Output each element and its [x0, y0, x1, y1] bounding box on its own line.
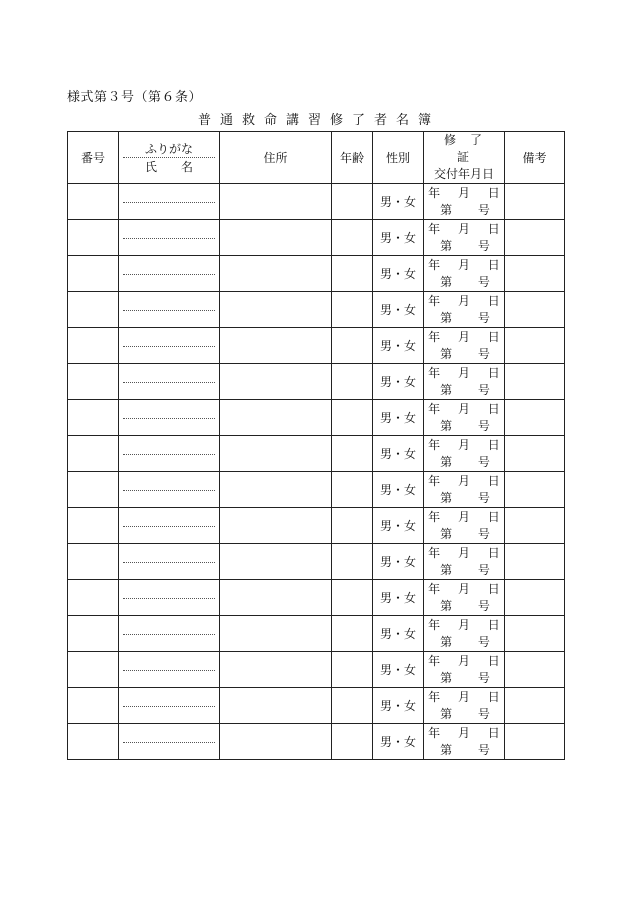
name-cell[interactable] — [119, 544, 220, 580]
age-cell[interactable] — [332, 616, 373, 652]
number-cell[interactable] — [68, 292, 119, 328]
address-cell[interactable] — [220, 616, 332, 652]
certificate-cell[interactable] — [424, 220, 505, 256]
furigana-dotted-line — [123, 238, 215, 239]
remarks-cell[interactable] — [505, 328, 565, 364]
name-cell[interactable] — [119, 256, 220, 292]
certificate-cell[interactable] — [424, 256, 505, 292]
cert-date-label: 年 月 日 — [428, 437, 500, 452]
age-cell[interactable] — [332, 472, 373, 508]
sex-choice: 男・女 — [379, 339, 416, 353]
header-sex: 性別 — [373, 132, 424, 184]
number-cell[interactable] — [68, 328, 119, 364]
table-row — [68, 724, 565, 760]
age-cell[interactable] — [332, 688, 373, 724]
sex-cell[interactable] — [373, 580, 424, 616]
cert-date-label: 年 月 日 — [428, 617, 500, 632]
name-cell[interactable] — [119, 220, 220, 256]
cert-number-label: 第 号 — [440, 742, 490, 757]
furigana-dotted-line — [123, 562, 215, 563]
certificate-cell[interactable] — [424, 184, 505, 220]
name-cell[interactable] — [119, 580, 220, 616]
remarks-cell[interactable] — [505, 544, 565, 580]
address-cell[interactable] — [220, 328, 332, 364]
address-cell[interactable] — [220, 292, 332, 328]
table-row — [68, 184, 565, 220]
certificate-cell[interactable] — [424, 616, 505, 652]
remarks-cell[interactable] — [505, 508, 565, 544]
remarks-cell[interactable] — [505, 580, 565, 616]
furigana-dotted-line — [123, 454, 215, 455]
sex-cell[interactable] — [373, 724, 424, 760]
table-row — [68, 220, 565, 256]
name-cell[interactable] — [119, 652, 220, 688]
remarks-cell[interactable] — [505, 688, 565, 724]
header-row — [68, 132, 565, 184]
certificate-cell[interactable] — [424, 472, 505, 508]
number-cell[interactable] — [68, 616, 119, 652]
address-cell[interactable] — [220, 508, 332, 544]
remarks-cell[interactable] — [505, 436, 565, 472]
number-cell[interactable] — [68, 256, 119, 292]
age-cell[interactable] — [332, 436, 373, 472]
sex-choice: 男・女 — [379, 447, 416, 461]
address-cell[interactable] — [220, 436, 332, 472]
sex-cell[interactable] — [373, 328, 424, 364]
sex-choice: 男・女 — [379, 411, 416, 425]
table-row — [68, 580, 565, 616]
cert-number-label: 第 号 — [440, 238, 490, 253]
name-cell[interactable] — [119, 616, 220, 652]
address-cell[interactable] — [220, 256, 332, 292]
remarks-cell[interactable] — [505, 616, 565, 652]
sex-choice: 男・女 — [379, 303, 416, 317]
sex-cell[interactable] — [373, 688, 424, 724]
table-row — [68, 364, 565, 400]
address-cell[interactable] — [220, 688, 332, 724]
certificate-cell[interactable] — [424, 400, 505, 436]
furigana-dotted-line — [123, 670, 215, 671]
name-cell[interactable] — [119, 364, 220, 400]
address-cell[interactable] — [220, 364, 332, 400]
cert-date-label: 年 月 日 — [428, 365, 500, 380]
name-cell[interactable] — [119, 724, 220, 760]
remarks-cell[interactable] — [505, 724, 565, 760]
sex-cell[interactable] — [373, 220, 424, 256]
remarks-cell[interactable] — [505, 400, 565, 436]
sex-cell[interactable] — [373, 364, 424, 400]
header-certificate-line1: 修了証 — [443, 133, 496, 164]
table-row — [68, 508, 565, 544]
address-cell[interactable] — [220, 724, 332, 760]
remarks-cell[interactable] — [505, 220, 565, 256]
cert-number-label: 第 号 — [440, 706, 490, 721]
sex-cell[interactable] — [373, 184, 424, 220]
header-remarks: 備考 — [505, 132, 565, 184]
table-row — [68, 616, 565, 652]
number-cell[interactable] — [68, 184, 119, 220]
sex-choice: 男・女 — [379, 519, 416, 533]
furigana-dotted-line — [123, 382, 215, 383]
certificate-cell[interactable] — [424, 436, 505, 472]
sex-choice: 男・女 — [379, 483, 416, 497]
age-cell[interactable] — [332, 364, 373, 400]
address-cell[interactable] — [220, 472, 332, 508]
number-cell[interactable] — [68, 724, 119, 760]
number-cell[interactable] — [68, 436, 119, 472]
age-cell[interactable] — [332, 328, 373, 364]
sex-choice: 男・女 — [379, 267, 416, 281]
sex-choice: 男・女 — [379, 735, 416, 749]
sex-cell[interactable] — [373, 652, 424, 688]
remarks-cell[interactable] — [505, 364, 565, 400]
certificate-cell[interactable] — [424, 580, 505, 616]
sex-cell[interactable] — [373, 400, 424, 436]
cert-date-label: 年 月 日 — [428, 293, 500, 308]
sex-choice: 男・女 — [379, 231, 416, 245]
header-furigana: ふりがな — [123, 140, 215, 158]
age-cell[interactable] — [332, 400, 373, 436]
cert-date-label: 年 月 日 — [428, 689, 500, 704]
furigana-dotted-line — [123, 706, 215, 707]
cert-date-label: 年 月 日 — [428, 401, 500, 416]
cert-date-label: 年 月 日 — [428, 653, 500, 668]
address-cell[interactable] — [220, 184, 332, 220]
age-cell[interactable] — [332, 256, 373, 292]
document-title: 普通救命講習修了者名簿 — [197, 113, 440, 128]
furigana-dotted-line — [123, 598, 215, 599]
number-cell[interactable] — [68, 688, 119, 724]
table-row — [68, 400, 565, 436]
header-certificate-line2: 交付年月日 — [433, 167, 494, 181]
roster-body — [68, 184, 565, 760]
name-cell[interactable] — [119, 328, 220, 364]
remarks-cell[interactable] — [505, 472, 565, 508]
sex-cell[interactable] — [373, 544, 424, 580]
cert-date-label: 年 月 日 — [428, 725, 500, 740]
furigana-dotted-line — [123, 634, 215, 635]
age-cell[interactable] — [332, 652, 373, 688]
sex-cell[interactable] — [373, 508, 424, 544]
address-cell[interactable] — [220, 544, 332, 580]
age-cell[interactable] — [332, 724, 373, 760]
cert-number-label: 第 号 — [440, 670, 490, 685]
address-cell[interactable] — [220, 652, 332, 688]
number-cell[interactable] — [68, 652, 119, 688]
sex-cell[interactable] — [373, 616, 424, 652]
name-cell[interactable] — [119, 472, 220, 508]
furigana-dotted-line — [123, 202, 215, 203]
header-number: 番号 — [68, 132, 119, 184]
cert-number-label: 第 号 — [440, 634, 490, 649]
cert-number-label: 第 号 — [440, 346, 490, 361]
table-row — [68, 328, 565, 364]
cert-date-label: 年 月 日 — [428, 221, 500, 236]
age-cell[interactable] — [332, 220, 373, 256]
furigana-dotted-line — [123, 490, 215, 491]
cert-number-label: 第 号 — [440, 526, 490, 541]
furigana-dotted-line — [123, 346, 215, 347]
table-row — [68, 544, 565, 580]
address-cell[interactable] — [220, 580, 332, 616]
name-cell[interactable] — [119, 688, 220, 724]
certificate-cell[interactable] — [424, 292, 505, 328]
header-address: 住所 — [220, 132, 332, 184]
name-cell[interactable] — [119, 436, 220, 472]
header-name — [119, 132, 220, 184]
age-cell[interactable] — [332, 184, 373, 220]
number-cell[interactable] — [68, 544, 119, 580]
table-row — [68, 436, 565, 472]
cert-date-label: 年 月 日 — [428, 581, 500, 596]
number-cell[interactable] — [68, 220, 119, 256]
table-row — [68, 472, 565, 508]
age-cell[interactable] — [332, 292, 373, 328]
cert-date-label: 年 月 日 — [428, 545, 500, 560]
certificate-cell[interactable] — [424, 328, 505, 364]
furigana-dotted-line — [123, 418, 215, 419]
certificate-cell[interactable] — [424, 544, 505, 580]
table-row — [68, 292, 565, 328]
cert-date-label: 年 月 日 — [428, 509, 500, 524]
remarks-cell[interactable] — [505, 292, 565, 328]
remarks-cell[interactable] — [505, 184, 565, 220]
header-certificate — [424, 132, 505, 184]
cert-number-label: 第 号 — [440, 310, 490, 325]
name-cell[interactable] — [119, 400, 220, 436]
sex-cell[interactable] — [373, 436, 424, 472]
sex-cell[interactable] — [373, 256, 424, 292]
remarks-cell[interactable] — [505, 652, 565, 688]
age-cell[interactable] — [332, 580, 373, 616]
cert-date-label: 年 月 日 — [428, 473, 500, 488]
address-cell[interactable] — [220, 220, 332, 256]
cert-number-label: 第 号 — [440, 454, 490, 469]
sex-choice: 男・女 — [379, 591, 416, 605]
number-cell[interactable] — [68, 472, 119, 508]
certificate-cell[interactable] — [424, 724, 505, 760]
cert-number-label: 第 号 — [440, 490, 490, 505]
certificate-cell[interactable] — [424, 688, 505, 724]
name-cell[interactable] — [119, 184, 220, 220]
cert-number-label: 第 号 — [440, 598, 490, 613]
table-row — [68, 652, 565, 688]
cert-number-label: 第 号 — [440, 382, 490, 397]
cert-number-label: 第 号 — [440, 418, 490, 433]
cert-number-label: 第 号 — [440, 202, 490, 217]
number-cell[interactable] — [68, 364, 119, 400]
sex-choice: 男・女 — [379, 555, 416, 569]
form-number-label: 様式第３号（第６条） — [67, 90, 203, 105]
number-cell[interactable] — [68, 508, 119, 544]
cert-number-label: 第 号 — [440, 274, 490, 289]
address-cell[interactable] — [220, 400, 332, 436]
cert-date-label: 年 月 日 — [428, 185, 500, 200]
age-cell[interactable] — [332, 544, 373, 580]
header-name-label: 氏名 — [144, 159, 217, 174]
cert-date-label: 年 月 日 — [428, 257, 500, 272]
sex-choice: 男・女 — [379, 627, 416, 641]
certificate-cell[interactable] — [424, 508, 505, 544]
furigana-dotted-line — [123, 274, 215, 275]
furigana-dotted-line — [123, 526, 215, 527]
sex-choice: 男・女 — [379, 375, 416, 389]
sex-cell[interactable] — [373, 472, 424, 508]
header-age: 年齢 — [332, 132, 373, 184]
cert-date-label: 年 月 日 — [428, 329, 500, 344]
name-cell[interactable] — [119, 508, 220, 544]
remarks-cell[interactable] — [505, 256, 565, 292]
number-cell[interactable] — [68, 580, 119, 616]
table-row — [68, 688, 565, 724]
furigana-dotted-line — [123, 310, 215, 311]
sex-cell[interactable] — [373, 292, 424, 328]
certificate-cell[interactable] — [424, 652, 505, 688]
cert-number-label: 第 号 — [440, 562, 490, 577]
sex-choice: 男・女 — [379, 663, 416, 677]
furigana-dotted-line — [123, 742, 215, 743]
name-cell[interactable] — [119, 292, 220, 328]
age-cell[interactable] — [332, 508, 373, 544]
sex-choice: 男・女 — [379, 699, 416, 713]
table-row — [68, 256, 565, 292]
roster-table — [67, 131, 565, 760]
number-cell[interactable] — [68, 400, 119, 436]
sex-choice: 男・女 — [379, 195, 416, 209]
certificate-cell[interactable] — [424, 364, 505, 400]
